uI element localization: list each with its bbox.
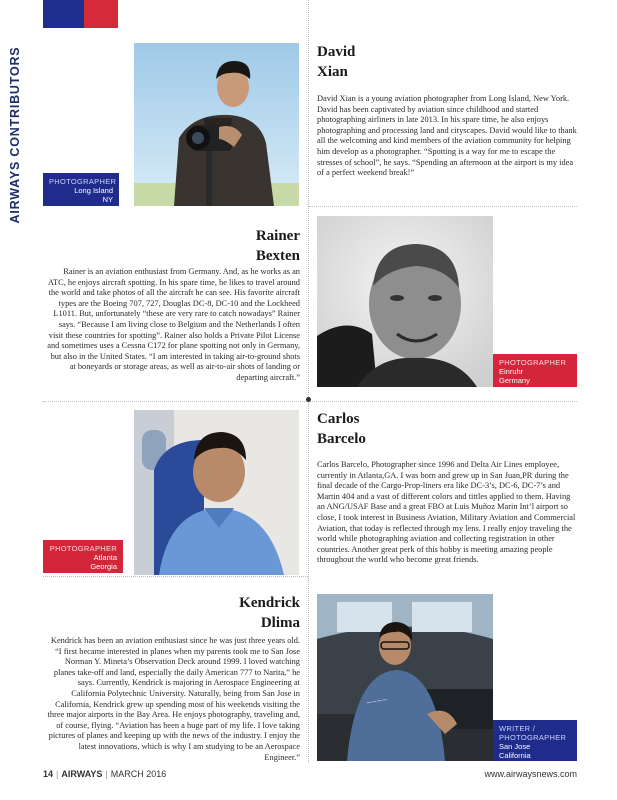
- contributor-photo-kendrick: [317, 594, 493, 761]
- name-last: Bexten: [255, 248, 300, 264]
- contributor-name-kendrick: [150, 593, 300, 633]
- caption-location-1: Atlanta: [93, 553, 117, 562]
- contributor-bio-rainer: Rainer is an aviation enthusiast from Germany. And, as he works as an ATC, he enjoys aircraft spotting. In his spare time, he likes to travel around the world and take photos of all the aircraft he can see. His favorite aircraft types are the Boeing 707, 727, Douglas DC-8, DC-10 and the Lockheed L1011. But, unfortunately “these are very rare to catch nowadays” Rainer says. “Because I am living close to Belgium and the Netherlands I often visit these countries for spotting”. Rainer also holds a Private Pilot License and sometimes uses a Cessna C172 for plane spotting not only in Germany, but also in the United States. “I am interested in taking air-to-ground shots at boneyards or storage areas, as well as air-to-air shots of landing or departing aircraft.”: [47, 267, 300, 382]
- brand-color-bar: [43, 0, 118, 28]
- caption-role-2: PHOTOGRAPHER: [499, 733, 567, 742]
- contributor-bio-kendrick: Kendrick has been an aviation enthusiast since he was just three years old. “I first became interested in planes when my parents took me to San Jose Norman Y. Mineta’s Observation Deck around 1999. I loved watching planes take-off and land, especially the daily American 777 to Narita,” he says. Currently, Kendrick is majoring in Aerospace Engineering at California Polytechnic University. Naturally, being from San Jose in California, Kendrick grew up spending most of his weekends visiting the three major airports in the Bay Area. He enjoys photography, traveling and, of course, flying. “Aviation has been a huge part of my life. I love taking pictures of planes and keeping up with the news of the industry. I enjoy the latest innovations, which is why I am studying to be an Aerospace Engineer.”: [47, 636, 300, 762]
- caption-role: PHOTOGRAPHER: [499, 358, 567, 367]
- caption-role: PHOTOGRAPHER: [49, 544, 117, 553]
- name-first: Kendrick: [239, 595, 300, 611]
- name-last: Barcelo: [317, 431, 366, 447]
- contributor-name-david: [317, 42, 467, 82]
- caption-location-2: NY: [102, 195, 113, 204]
- caption-location-1: Einruhr: [499, 367, 524, 376]
- footer-separator: |: [56, 769, 59, 779]
- contributor-photo-rainer: [317, 216, 493, 387]
- issue-date: MARCH 2016: [110, 769, 167, 779]
- caption-david: [43, 173, 119, 206]
- caption-kendrick: [493, 720, 577, 761]
- section-label-text: AIRWAYS CONTRIBUTORS: [8, 46, 22, 223]
- caption-location-1: San Jose: [499, 742, 531, 751]
- caption-role-1: WRITER /: [499, 724, 536, 733]
- caption-location-2: Germany: [499, 376, 530, 385]
- center-dot: [306, 397, 311, 402]
- section-label: [4, 42, 26, 227]
- name-first: David: [317, 44, 356, 60]
- name-last: Dlima: [260, 615, 300, 631]
- name-first: Carlos: [317, 411, 360, 427]
- footer-separator: |: [105, 769, 108, 779]
- page-footer-left: [43, 769, 166, 779]
- svg-text:~~~~: ~~~~: [365, 694, 389, 708]
- contributor-bio-david: David Xian is a young aviation photographer from Long Island, New York. David has been captivated by aviation since childhood and started photographing airliners in late 2013. In his spare time, he also enjoys photographing and processing land and cityscapes. David would like to thank all the welcoming and kind members of the aviation community for helping him develop as a photographer. “Spotting is a way for me to escape the stresses of school”, he says. “Spending an afternoon at the airport is my idea of a perfect weekend break!”: [317, 94, 577, 178]
- contributor-photo-carlos: [134, 410, 299, 575]
- page-number: 14: [43, 769, 54, 779]
- caption-rainer: [493, 354, 577, 387]
- caption-carlos: [43, 540, 123, 573]
- caption-location-2: California: [499, 751, 531, 760]
- name-first: Rainer: [255, 228, 300, 244]
- caption-location-1: Long Island: [74, 186, 113, 195]
- website-link[interactable]: www.airwaysnews.com: [484, 769, 577, 779]
- brand-bar-red: [84, 0, 118, 28]
- brand-bar-blue: [43, 0, 84, 28]
- contributor-photo-david: [134, 43, 299, 206]
- magazine-name: AIRWAYS: [61, 769, 103, 779]
- contributor-bio-carlos: Carlos Barcelo, Photographer since 1996 and Delta Air Lines employee, currently in Atlanta,GA. I was born and grew up in San Juan,PR during the final decade of the Cargo-Prop-liners era like DC-3’s, DC-6, DC-7’s and Martin 404 and a vast of different colors and tittles applied to them. Having an ANG/USAF Base and a great FBO at Luis Muñoz Marin Int’l airport so close, I took interest in Business Aviation, Military Aviation and Commercial Aviation, that today is reflected through my lens. I really enjoy traveling the world while photographing aviation and collecting registration in other countries. Another great perk of this hobby is meeting amazing people throughout the world who become great friends.: [317, 460, 576, 565]
- row-divider-1: [309, 206, 577, 207]
- contributor-name-carlos: [317, 409, 467, 449]
- caption-location-2: Georgia: [90, 562, 117, 571]
- name-last: Xian: [317, 64, 348, 80]
- contributor-name-rainer: [150, 226, 300, 266]
- caption-role: PHOTOGRAPHER: [49, 177, 117, 186]
- column-divider: [308, 0, 309, 763]
- row-divider-3: [43, 576, 308, 577]
